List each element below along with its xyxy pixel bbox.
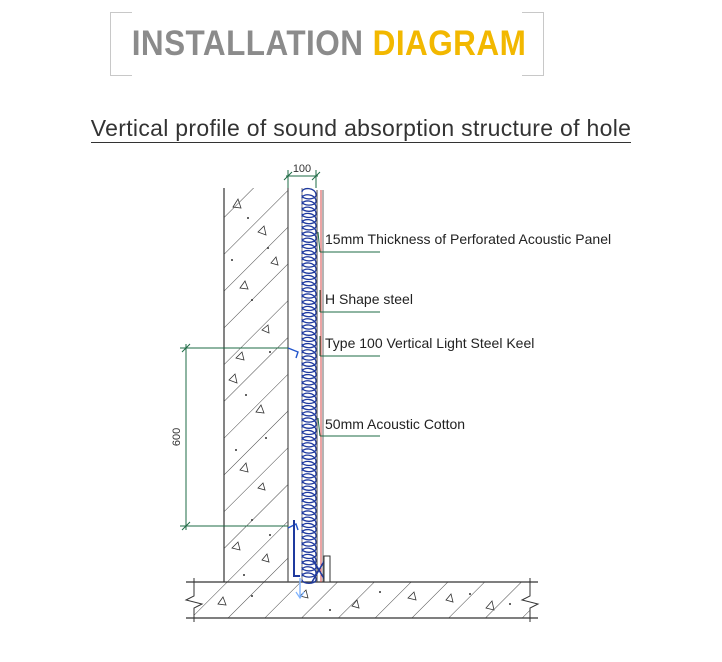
title-word-diagram: DIAGRAM xyxy=(372,24,527,63)
label-acoustic-cotton: 50mm Acoustic Cotton xyxy=(325,416,466,432)
label-h-shape-steel: H Shape steel xyxy=(325,291,413,307)
title-word-installation: INSTALLATION xyxy=(131,24,364,63)
acoustic-cotton xyxy=(302,189,316,584)
label-leaders xyxy=(318,232,380,436)
label-perforated-panel: 15mm Thickness of Perforated Acoustic Panel xyxy=(325,231,612,247)
floor-slab xyxy=(186,578,538,622)
concrete-wall xyxy=(224,188,288,582)
dimension-left-value: 600 xyxy=(171,427,183,447)
dimension-top-value: 100 xyxy=(292,163,312,175)
subtitle-text: Vertical profile of sound absorption structure of hole xyxy=(90,115,632,141)
label-light-steel-keel: Type 100 Vertical Light Steel Keel xyxy=(325,335,535,351)
